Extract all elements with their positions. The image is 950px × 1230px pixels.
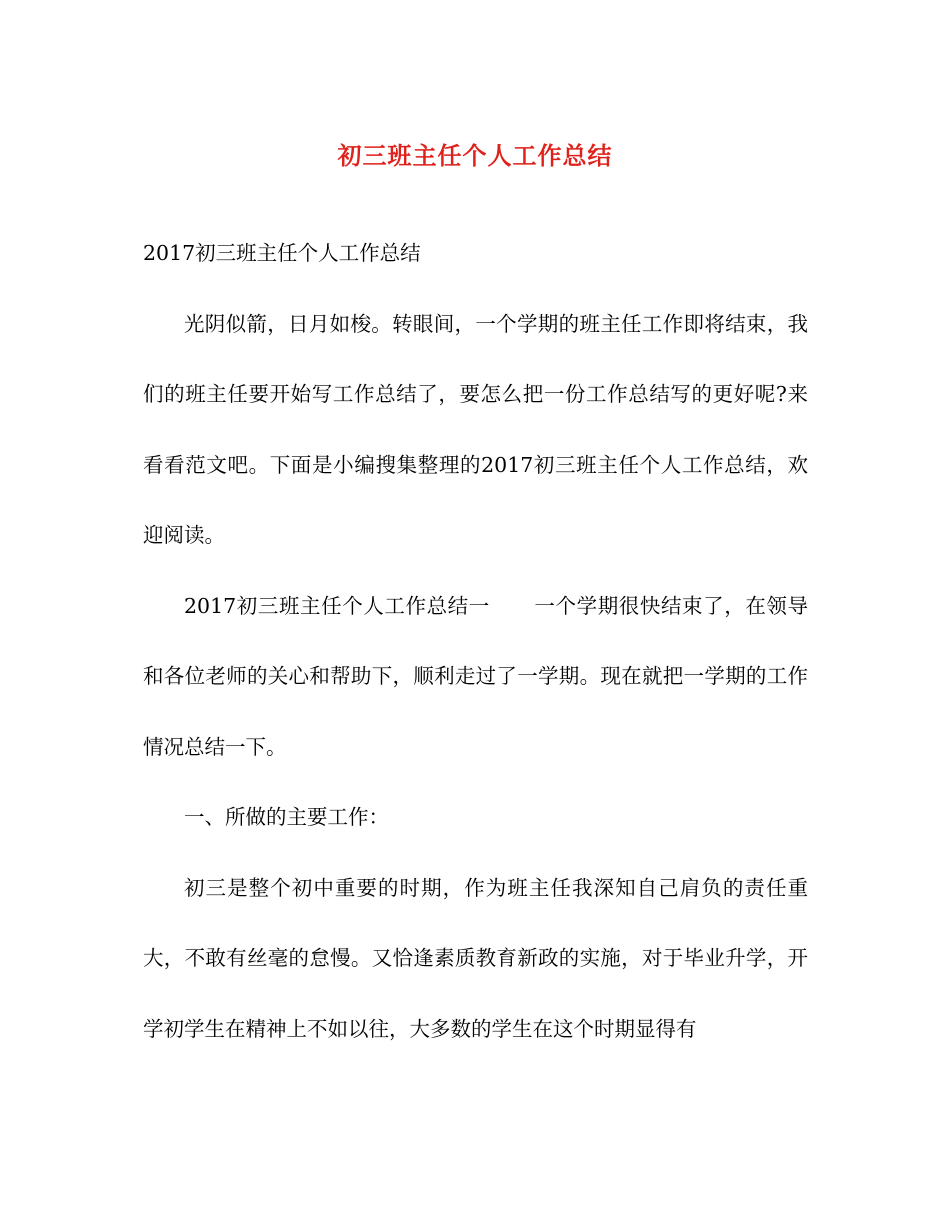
document-body [143,218,808,1064]
document-subtitle: 2017初三班主任个人工作总结 [143,241,421,265]
intro-paragraph: 光阴似箭，日月如梭。转眼间，一个学期的班主任工作即将结束，我们的班主任要开始写工作总结了，要怎么把一份工作总结写的更好呢?来看看范文吧。下面是小编搜集整理的2017初三班主任个人工作总结，欢迎阅读。 [143,311,808,547]
section-heading: 2017初三班主任个人工作总结一 [184,593,490,618]
section-one-paragraph [143,571,808,783]
section-opening: 一个学期很快结束了，在领导和各位老师的关心和帮助下，顺利走过了一学期。现在就把一学期的工作情况总结一下。 [143,593,809,759]
part-one-paragraph: 初三是整个初中重要的时期，作为班主任我深知自己肩负的责任重大，不敢有丝毫的怠慢。又恰逢素质教育新政的实施，对于毕业升学，开学初学生在精神上不如以往，大多数的学生在这个时期显得有 [143,875,808,1041]
document-title: 初三班主任个人工作总结 [337,141,613,170]
part-one-heading: 一、所做的主要工作： [184,805,389,829]
